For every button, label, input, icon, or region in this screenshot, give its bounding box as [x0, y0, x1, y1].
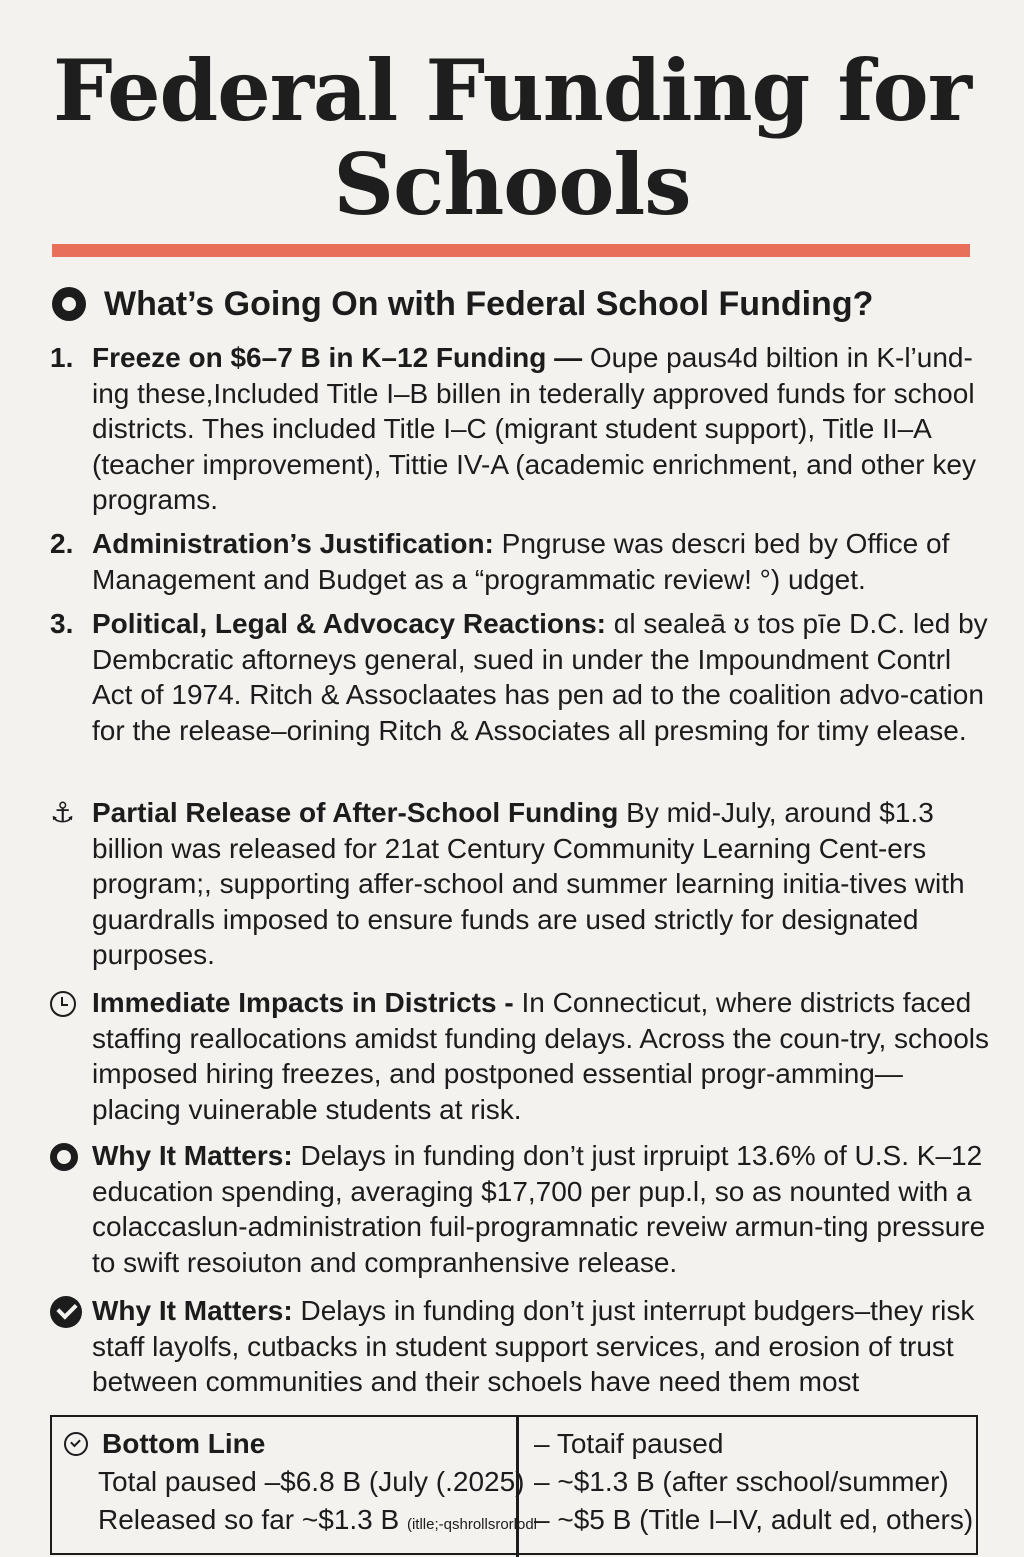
item-text: By mid-July, around $1.3 billion was released for 21at Century Community Learning Cent-ers program;, supporting affer-school and summer learning initia-tives with guardralls imposed to ensure funds are used strictly for designated purposes. — [92, 797, 965, 970]
bottom-line-title: Bottom Line — [102, 1428, 266, 1459]
list-item — [50, 985, 990, 1127]
item-heading: Partial Release of After-School Funding — [92, 797, 619, 828]
row-note: (itlle;-qshrollsrorlodl — [406, 1516, 538, 1533]
item-text: Delays in funding don’t just irpruipt 13.6% of U.S. K–12 education spending, averaging $17,700 per pup.l, so as nounted with a colaccaslun-administration fuil-programnatic reveiw armun-ting pressure to swift resoiuton and compranhensive release. — [92, 1140, 986, 1278]
item-heading: Why It Matters: — [92, 1140, 293, 1171]
check-circle-outline-icon — [64, 1432, 88, 1456]
list-item — [50, 1293, 990, 1400]
list-item — [50, 340, 990, 518]
list-item — [50, 1138, 990, 1280]
section-subheading — [52, 282, 982, 326]
item-heading: Freeze on $6–7 B in K–12 Funding — — [92, 342, 583, 373]
item-heading: Administration’s Justification: — [92, 528, 494, 559]
circle-face-icon — [52, 287, 86, 321]
row-value: –$6.8 B (July (.2025) — [264, 1466, 525, 1497]
bottom-line-left-column — [62, 1425, 538, 1544]
bottom-line-row — [62, 1501, 538, 1544]
bottom-line-heading — [62, 1425, 512, 1463]
bottom-line-box — [50, 1415, 978, 1555]
anchor-icon: ⚓ — [50, 797, 76, 828]
row-label: Total paused — [98, 1466, 257, 1497]
item-text: In Connecticut, where districts faced staffing reallocations amidst funding delays. Across the coun-try, schools imposed hiring freezes, and postponed essential progr-amming—placing vuinerable students at risk. — [92, 987, 989, 1125]
item-text: Oupe paus4d biltion in K-l’und-ing these,Included Title I–B billen in tederally approved funds for school districts. Thes included Title I–C (migrant student support), Title II–A (teacher improvement), Tittie IV-A (academic enrichment, and other key programs. — [92, 342, 976, 515]
bottom-line-right-column — [534, 1425, 974, 1539]
ring-icon — [50, 1143, 78, 1171]
bottom-line-row: – ~$1.3 B (after sschool/summer) — [534, 1466, 949, 1497]
page-title-line-1: Federal Funding for — [53, 41, 971, 140]
check-circle-icon — [50, 1296, 82, 1328]
item-heading: Immediate Impacts in Districts - — [92, 987, 514, 1018]
item-heading: Why It Matters: — [92, 1295, 293, 1326]
list-item — [50, 526, 990, 597]
page-title — [0, 41, 1024, 234]
row-value: ~$1.3 B — [301, 1504, 400, 1535]
item-text: ɑl sealeā ʊ tos pīe D.C. led by Dembcratic aftornеys general, sued in under the Impoundment Contrl Act of 1974. Ritch & Assoclaates has pen ad to the coalition advo-cation for the release–orining Ritch & Associates all presming for timy elease. — [92, 608, 988, 746]
bottom-line-row — [62, 1463, 525, 1501]
list-item — [50, 795, 990, 973]
item-heading: Political, Legal & Advocacy Reactions: — [92, 608, 607, 639]
subheading-text: What’s Going On with Federal School Funding? — [104, 285, 874, 323]
accent-divider — [52, 244, 970, 257]
list-marker: 2. — [50, 528, 74, 559]
list-item — [50, 606, 990, 748]
bottom-line-row: – ~$5 B (Title I–IV, adult ed, others) — [534, 1504, 974, 1535]
item-text: Pngruse was descri bed by Office of Management and Budget as a “programmatic review! °) udget. — [92, 528, 950, 595]
list-marker: 1. — [50, 342, 74, 373]
list-marker: 3. — [50, 608, 74, 639]
bottom-line-row: – Totaif paused — [534, 1428, 724, 1459]
item-text: Delays in funding don’t just interrupt budgers–they risk staff layolfs, cutbacks in student support services, and erosion of trust between communities and their schoels have need them most — [92, 1295, 975, 1397]
row-label: Released so far — [98, 1504, 295, 1535]
page-title-line-2: Schools — [333, 135, 691, 234]
clock-icon — [50, 991, 76, 1017]
